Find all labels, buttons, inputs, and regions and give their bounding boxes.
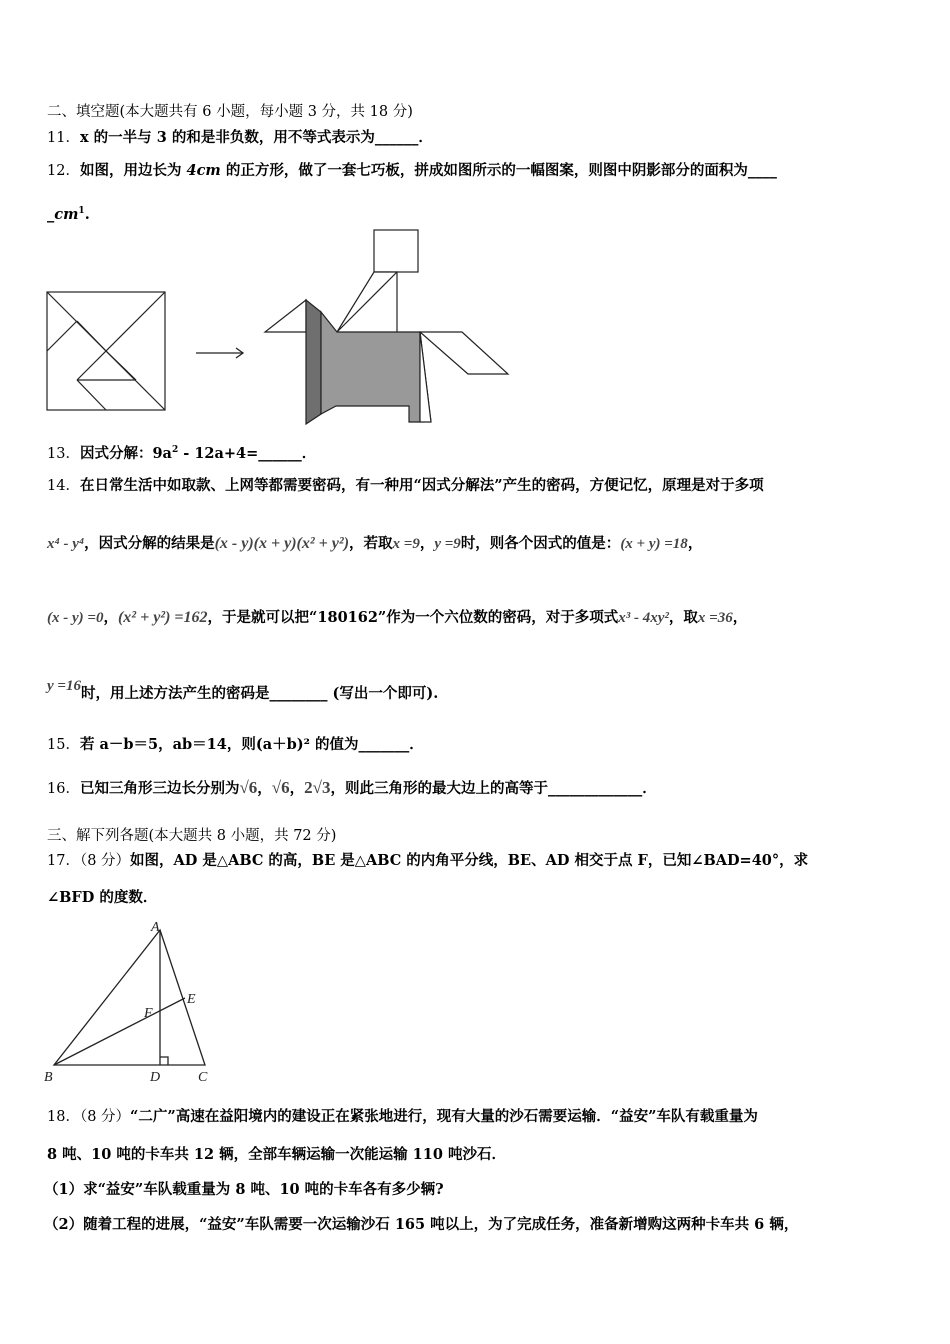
q14-expr1: x⁴ - y⁴ — [47, 536, 85, 552]
q13-sup: 2 — [171, 445, 179, 455]
q16-number: 16． — [47, 781, 80, 797]
q16-text-b: ，则此三角形的最大边上的高等于_____________． — [330, 780, 657, 797]
label-e: E — [187, 992, 196, 1007]
q11 — [47, 128, 433, 148]
triangle-abc — [54, 930, 205, 1065]
q15-number: 15． — [47, 737, 80, 753]
q14-expr9: x =36 — [697, 610, 733, 626]
q16-root1: √6 — [239, 778, 258, 797]
right-angle-mark — [160, 1057, 168, 1065]
tangram-picture — [265, 230, 508, 424]
q14-comma4: ， — [732, 609, 748, 626]
q14-mid1: ，因式分解的结果是 — [84, 535, 215, 552]
q11-text: x 的一半与 3 的和是非负数，用不等式表示为______． — [79, 129, 433, 146]
q14-expr7: (x² + y²) =162 — [117, 609, 208, 626]
q18-sub2: （2）随着工程的进展，“益安”车队需要一次运输沙石 165 吨以上，为了完成任务，准备新增购这两种卡车共 6 辆， — [44, 1216, 799, 1233]
q16 — [47, 778, 657, 799]
q18-line1 — [47, 1107, 758, 1127]
q17-score: （8 分） — [79, 853, 131, 869]
q12 — [47, 161, 777, 181]
label-a: A — [151, 920, 160, 935]
q14-line1-text: 在日常生活中如取款、上网等都需要密码，有一种用“因式分解法”产生的密码，方便记忆，原理是对于多项 — [79, 477, 764, 494]
q14-expr8: x³ - 4xy² — [618, 610, 669, 626]
q13 — [47, 440, 316, 464]
q14-line3 — [47, 608, 747, 628]
q14-comma2: ， — [687, 535, 703, 552]
q14-mid2: ，若取 — [349, 535, 393, 552]
tangram-figure — [40, 226, 520, 426]
section2-header: 二、填空题(本大题共有 6 小题，每小题 3 分，共 18 分) — [47, 104, 413, 120]
q18-line1-text: “二广”高速在益阳境内的建设正在紧张地进行，现有大量的沙石需要运输．“益安”车队有载重量为 — [130, 1108, 758, 1125]
tangram-square — [47, 292, 165, 410]
q12-text-d: _cm — [47, 205, 79, 223]
q13-text-a: 因式分解：9a — [79, 444, 172, 462]
q18-sub1: （1）求“益安”车队载重量为 8 吨、10 吨的卡车各有多少辆? — [44, 1181, 444, 1198]
q12-cont — [47, 201, 90, 225]
q17-line1-text: 如图，AD 是△ABC 的高，BE 是△ABC 的内角平分线，BE、AD 相交于点 F，已知∠BAD=40°，求 — [130, 852, 809, 869]
q14-expr2: (x - y)(x + y)(x² + y²) — [214, 535, 350, 552]
q16-comma1: ， — [257, 780, 272, 797]
q12-sup: 1 — [78, 206, 85, 216]
label-f: F — [144, 1006, 153, 1021]
label-d: D — [150, 1070, 161, 1085]
q18-number: 18． — [47, 1109, 80, 1125]
q12-number: 12． — [47, 163, 80, 179]
q14-end: 时，用上述方法产生的密码是________ (写出一个即可). — [80, 685, 439, 702]
q16-root3: 2√3 — [304, 778, 331, 797]
q14-number: 14． — [47, 478, 80, 494]
q17-line2: ∠BFD 的度数． — [47, 889, 158, 906]
arrow-icon — [196, 348, 243, 358]
section3-header: 三、解下列各题(本大题共 8 小题，共 72 分) — [47, 828, 337, 844]
q14-mid3: 时，则各个因式的值是： — [460, 535, 621, 552]
q16-comma2: ， — [289, 780, 305, 797]
triangle-figure — [40, 918, 220, 1088]
q12-text-c: 的正方形，做了一套七巧板，拼成如图所示的一幅图案，则图中阴影部分的面积为____ — [220, 162, 777, 179]
q13-text-b: - 12a+4=______． — [178, 444, 317, 462]
q15-text: 若 a－b＝5，ab＝14，则(a＋b)² 的值为_______． — [79, 736, 424, 753]
q17-line1 — [47, 851, 808, 871]
q15 — [47, 735, 424, 755]
q14-expr5: (x + y) =18 — [620, 536, 688, 552]
q14-expr6: (x - y) =0 — [47, 610, 104, 626]
q11-number: 11． — [47, 130, 80, 146]
q14-line4 — [47, 678, 439, 704]
q14-mid4: ，于是就可以把“180162”作为一个六位数的密码，对于多项式 — [207, 609, 619, 626]
q17-number: 17． — [47, 853, 80, 869]
bisector-be — [54, 998, 185, 1065]
q16-text-a: 已知三角形三边长分别为 — [79, 780, 240, 797]
q12-text-b: 4cm — [186, 162, 221, 179]
q12-text-a: 如图，用边长为 — [79, 162, 187, 179]
q14-line2 — [47, 534, 702, 554]
q14-expr3: x =9 — [392, 536, 420, 552]
q16-root2: √6 — [271, 778, 290, 797]
q14-line1 — [47, 476, 764, 496]
label-c: C — [198, 1070, 208, 1085]
label-b: B — [44, 1070, 53, 1085]
q14-mid5: ，取 — [668, 609, 698, 626]
q18-score: （8 分） — [79, 1109, 131, 1125]
q18-line2: 8 吨、10 吨的卡车共 12 辆，全部车辆运输一次能运输 110 吨沙石． — [47, 1146, 506, 1163]
q14-comma1: ， — [419, 535, 435, 552]
q14-expr10: y =16 — [47, 678, 81, 694]
q13-number: 13． — [47, 445, 80, 462]
q12-text-e: . — [84, 205, 90, 223]
q14-comma3: ， — [103, 609, 118, 626]
q14-expr4: y =9 — [434, 536, 461, 552]
